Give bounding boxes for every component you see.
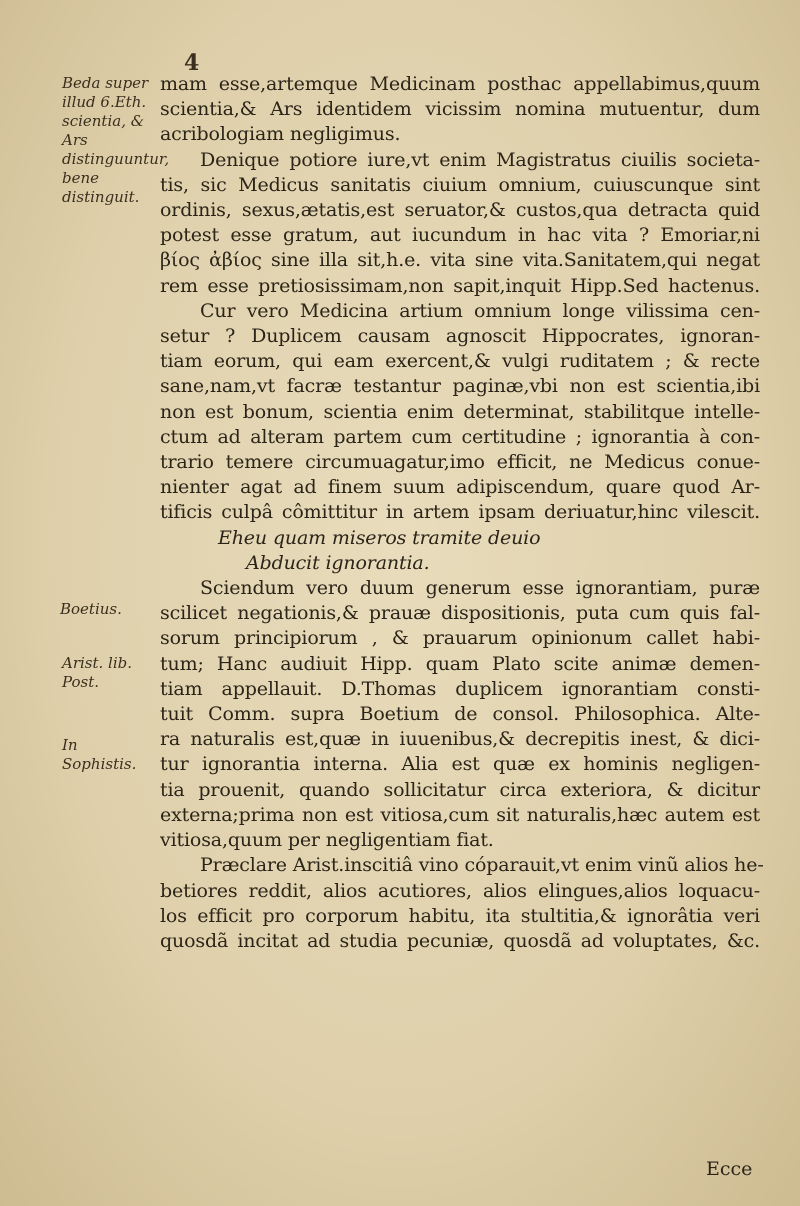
text-line: rem esse pretiosissimam,non sapit,inquit Hipp.Sed hactenus. bbox=[160, 274, 760, 297]
text-line: betiores reddit, alios acutiores, alios elingues,alios loquacu- bbox=[160, 879, 760, 902]
margin-note-beda: Beda super illud 6.Eth. scientia, & Ars distinguuntur, bene distinguit. bbox=[62, 74, 170, 206]
text-line: los efficit pro corporum habitu, ita stultitia,& ignorâtia veri bbox=[160, 904, 760, 927]
text-line: ra naturalis est,quæ in iuuenibus,& decrepitis inest, & dici- bbox=[160, 728, 760, 751]
verse-line: Eheu quam miseros tramite deuio bbox=[218, 526, 541, 549]
text-line: tur ignorantia interna. Alia est quæ ex hominis negligen- bbox=[160, 753, 760, 776]
margin-note-sophistis: In Sophistis. bbox=[62, 736, 137, 773]
verse-line: Abducit ignorantia. bbox=[246, 551, 430, 574]
margin-note-boetius: Boetius. bbox=[60, 600, 122, 618]
text-line: tificis culpâ cômittitur in artem ipsam deriuatur,hinc vilescit. bbox=[160, 501, 760, 524]
text-line: tiam appellauit. D.Thomas duplicem ignorantiam consti- bbox=[160, 677, 760, 700]
text-line: externa;prima non est vitiosa,cum sit naturalis,hæc autem est bbox=[160, 803, 760, 826]
text-line: nienter agat ad finem suum adipiscendum, quare quod Ar- bbox=[160, 476, 760, 499]
text-line: vitiosa,quum per negligentiam fiat. bbox=[160, 829, 494, 852]
margin-note-aristoteles: Arist. lib. Post. bbox=[62, 654, 133, 691]
text-line: Præclare Arist.inscitiâ vino cóparauit,vt enim vinũ alios he- bbox=[200, 854, 764, 877]
text-line: tia prouenit, quando sollicitatur circa exteriora, & dicitur bbox=[160, 778, 760, 801]
main-text bbox=[160, 72, 764, 954]
text-line: tiam eorum, qui eam exercent,& vulgi ruditatem ; & recte bbox=[160, 350, 760, 373]
text-line: scilicet negationis,& prauæ dispositionis, puta cum quis fal- bbox=[160, 602, 760, 625]
text-line: βίος ἀβίος sine illa sit,h.e. vita sine vita.Sanitatem,qui negat bbox=[160, 249, 760, 272]
text-line: ctum ad alteram partem cum certitudine ; ignorantia à con- bbox=[160, 425, 760, 448]
text-line: Cur vero Medicina artium omnium longe vilissima cen- bbox=[200, 299, 760, 322]
text-line: non est bonum, scientia enim determinat, stabilitque intelle- bbox=[160, 400, 760, 423]
text-line: sorum principiorum , & prauarum opinionum callet habi- bbox=[160, 627, 760, 650]
text-line: potest esse gratum, aut iucundum in hac vita ? Emoriar,ni bbox=[160, 224, 760, 247]
text-line: acribologiam negligimus. bbox=[160, 123, 401, 146]
text-line: tis, sic Medicus sanitatis ciuium omnium, cuiuscunque sint bbox=[160, 173, 760, 196]
text-line: Denique potiore iure,vt enim Magistratus ciuilis societa- bbox=[200, 148, 760, 171]
text-line: ordinis, sexus,ætatis,est seruator,& custos,qua detracta quid bbox=[160, 199, 760, 222]
text-line: trario temere circumuagatur,imo efficit, ne Medicus conue- bbox=[160, 451, 760, 474]
text-line: scientia,& Ars identidem vicissim nomina mutuentur, dum bbox=[160, 98, 760, 121]
text-line: tuit Comm. supra Boetium de consol. Philosophica. Alte- bbox=[160, 703, 760, 726]
page-number: 4 bbox=[184, 50, 200, 76]
text-line: sane,nam,vt facræ testantur paginæ,vbi non est scientia,ibi bbox=[160, 375, 760, 398]
catchword: Ecce bbox=[706, 1158, 753, 1180]
text-line: tum; Hanc audiuit Hipp. quam Plato scite animæ demen- bbox=[160, 652, 760, 675]
text-line: Sciendum vero duum generum esse ignorantiam, puræ bbox=[200, 577, 760, 600]
text-line: mam esse,artemque Medicinam posthac appellabimus,quum bbox=[160, 73, 760, 95]
text-line: setur ? Duplicem causam agnoscit Hippocrates, ignoran- bbox=[160, 325, 760, 348]
text-line: quosdã incitat ad studia pecuniæ, quosdã ad voluptates, &c. bbox=[160, 929, 760, 952]
